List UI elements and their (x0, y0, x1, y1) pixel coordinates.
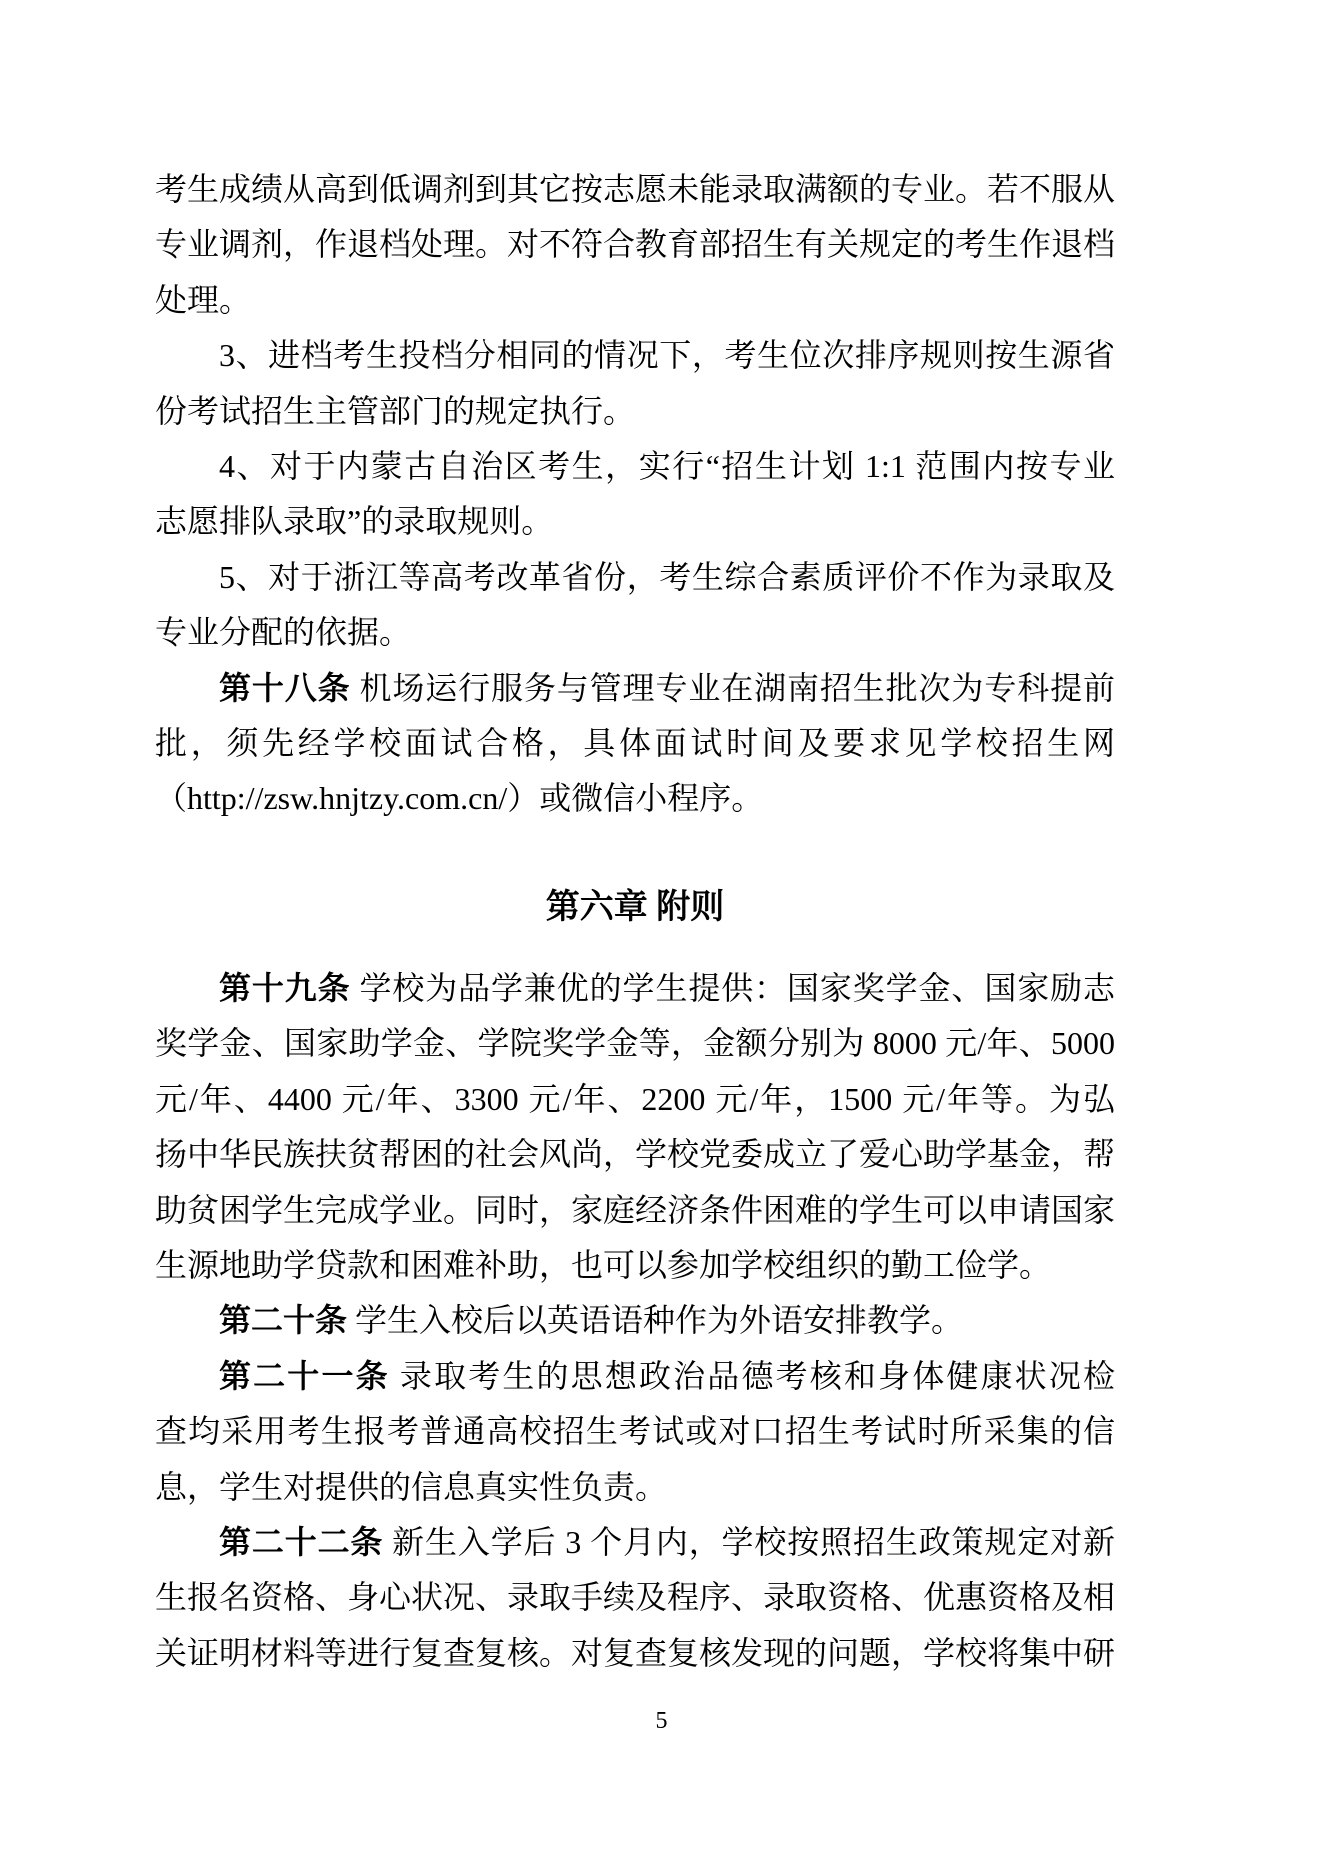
line-text: 助贫困学生完成学业。同时，家庭经济条件困难的学生可以申请国家 (155, 1191, 1116, 1228)
text-line (155, 162, 1115, 217)
text-line (155, 1183, 1115, 1238)
text-line (155, 384, 1115, 439)
text-line (155, 1072, 1115, 1127)
text-line (155, 328, 1115, 383)
text-line (155, 771, 1115, 826)
line-text: 份考试招生主管部门的规定执行。 (155, 392, 636, 429)
text-line (155, 1349, 1115, 1404)
text-line (155, 494, 1115, 549)
text-line (155, 439, 1115, 494)
text-line (155, 217, 1115, 272)
line-text: 学生入校后以英语语种作为外语安排教学。 (347, 1302, 964, 1339)
text-line (155, 661, 1115, 716)
line-text: 志愿排队录取”的录取规则。 (155, 503, 554, 540)
article-number: 第二十二条 (219, 1523, 384, 1560)
line-text: 息，学生对提供的信息真实性负责。 (155, 1468, 668, 1505)
line-text: 关证明材料等进行复查复核。对复查复核发现的问题，学校将集中研 (155, 1634, 1116, 1671)
line-text: 3、进档考生投档分相同的情况下，考生位次排序规则按生源省 (219, 337, 1115, 374)
line-text: 学校为品学兼优的学生提供：国家奖学金、国家励志 (350, 970, 1115, 1007)
article-number: 第二十条 (219, 1302, 348, 1339)
text-line (155, 1127, 1115, 1182)
line-text: 机场运行服务与管理专业在湖南招生批次为专科提前 (350, 669, 1115, 706)
text-line (155, 273, 1115, 328)
line-text: 扬中华民族扶贫帮困的社会风尚，学校党委成立了爱心助学基金，帮 (155, 1136, 1116, 1173)
text-line (155, 1238, 1115, 1293)
text-column (155, 162, 1115, 1681)
line-text: 查均采用考生报考普通高校招生考试或对口招生考试时所采集的信 (155, 1413, 1115, 1450)
article-number: 第十八条 (219, 669, 351, 706)
text-line (155, 961, 1115, 1016)
text-line (155, 1293, 1115, 1348)
line-text: 奖学金、国家助学金、学院奖学金等，金额分别为 8000 元/年、5000 (155, 1025, 1115, 1062)
text-line (155, 550, 1115, 605)
line-text: 生报名资格、身心状况、录取手续及程序、录取资格、优惠资格及相 (155, 1579, 1116, 1616)
line-text: 新生入学后 3 个月内，学校按照招生政策规定对新 (383, 1523, 1115, 1560)
text-line (155, 1515, 1115, 1570)
page-number: 5 (655, 1708, 668, 1734)
line-text: 批，须先经学校面试合格，具体面试时间及要求见学校招生网 (155, 724, 1115, 761)
text-line (155, 1460, 1115, 1515)
line-text: 5、对于浙江等高考改革省份，考生综合素质评价不作为录取及 (219, 558, 1115, 595)
line-text: 考生成绩从高到低调剂到其它按志愿未能录取满额的专业。若不服从 (155, 171, 1116, 207)
line-text: 生源地助学贷款和困难补助，也可以参加学校组织的勤工俭学。 (155, 1247, 1052, 1284)
text-line (155, 1626, 1115, 1681)
article-number: 第十九条 (219, 970, 351, 1007)
article-number: 第二十一条 (219, 1357, 390, 1394)
text-line (155, 716, 1115, 771)
text-line (155, 1016, 1115, 1071)
line-text: 录取考生的思想政治品德考核和身体健康状况检 (389, 1357, 1115, 1394)
line-text: 处理。 (155, 281, 252, 318)
line-text: （http://zsw.hnjtzy.com.cn/）或微信小程序。 (155, 780, 764, 817)
line-text: 元/年、4400 元/年、3300 元/年、2200 元/年，1500 元/年等。为弘 (155, 1080, 1115, 1117)
text-line (155, 605, 1115, 660)
text-line (155, 1570, 1115, 1625)
chapter-heading: 第六章 附则 (545, 888, 725, 926)
line-text: 专业调剂，作退档处理。对不符合教育部招生有关规定的考生作退档 (155, 226, 1116, 263)
line-text: 专业分配的依据。 (155, 614, 412, 651)
text-line (155, 1404, 1115, 1459)
line-text: 4、对于内蒙古自治区考生，实行“招生计划 1:1 范围内按专业 (219, 447, 1115, 484)
